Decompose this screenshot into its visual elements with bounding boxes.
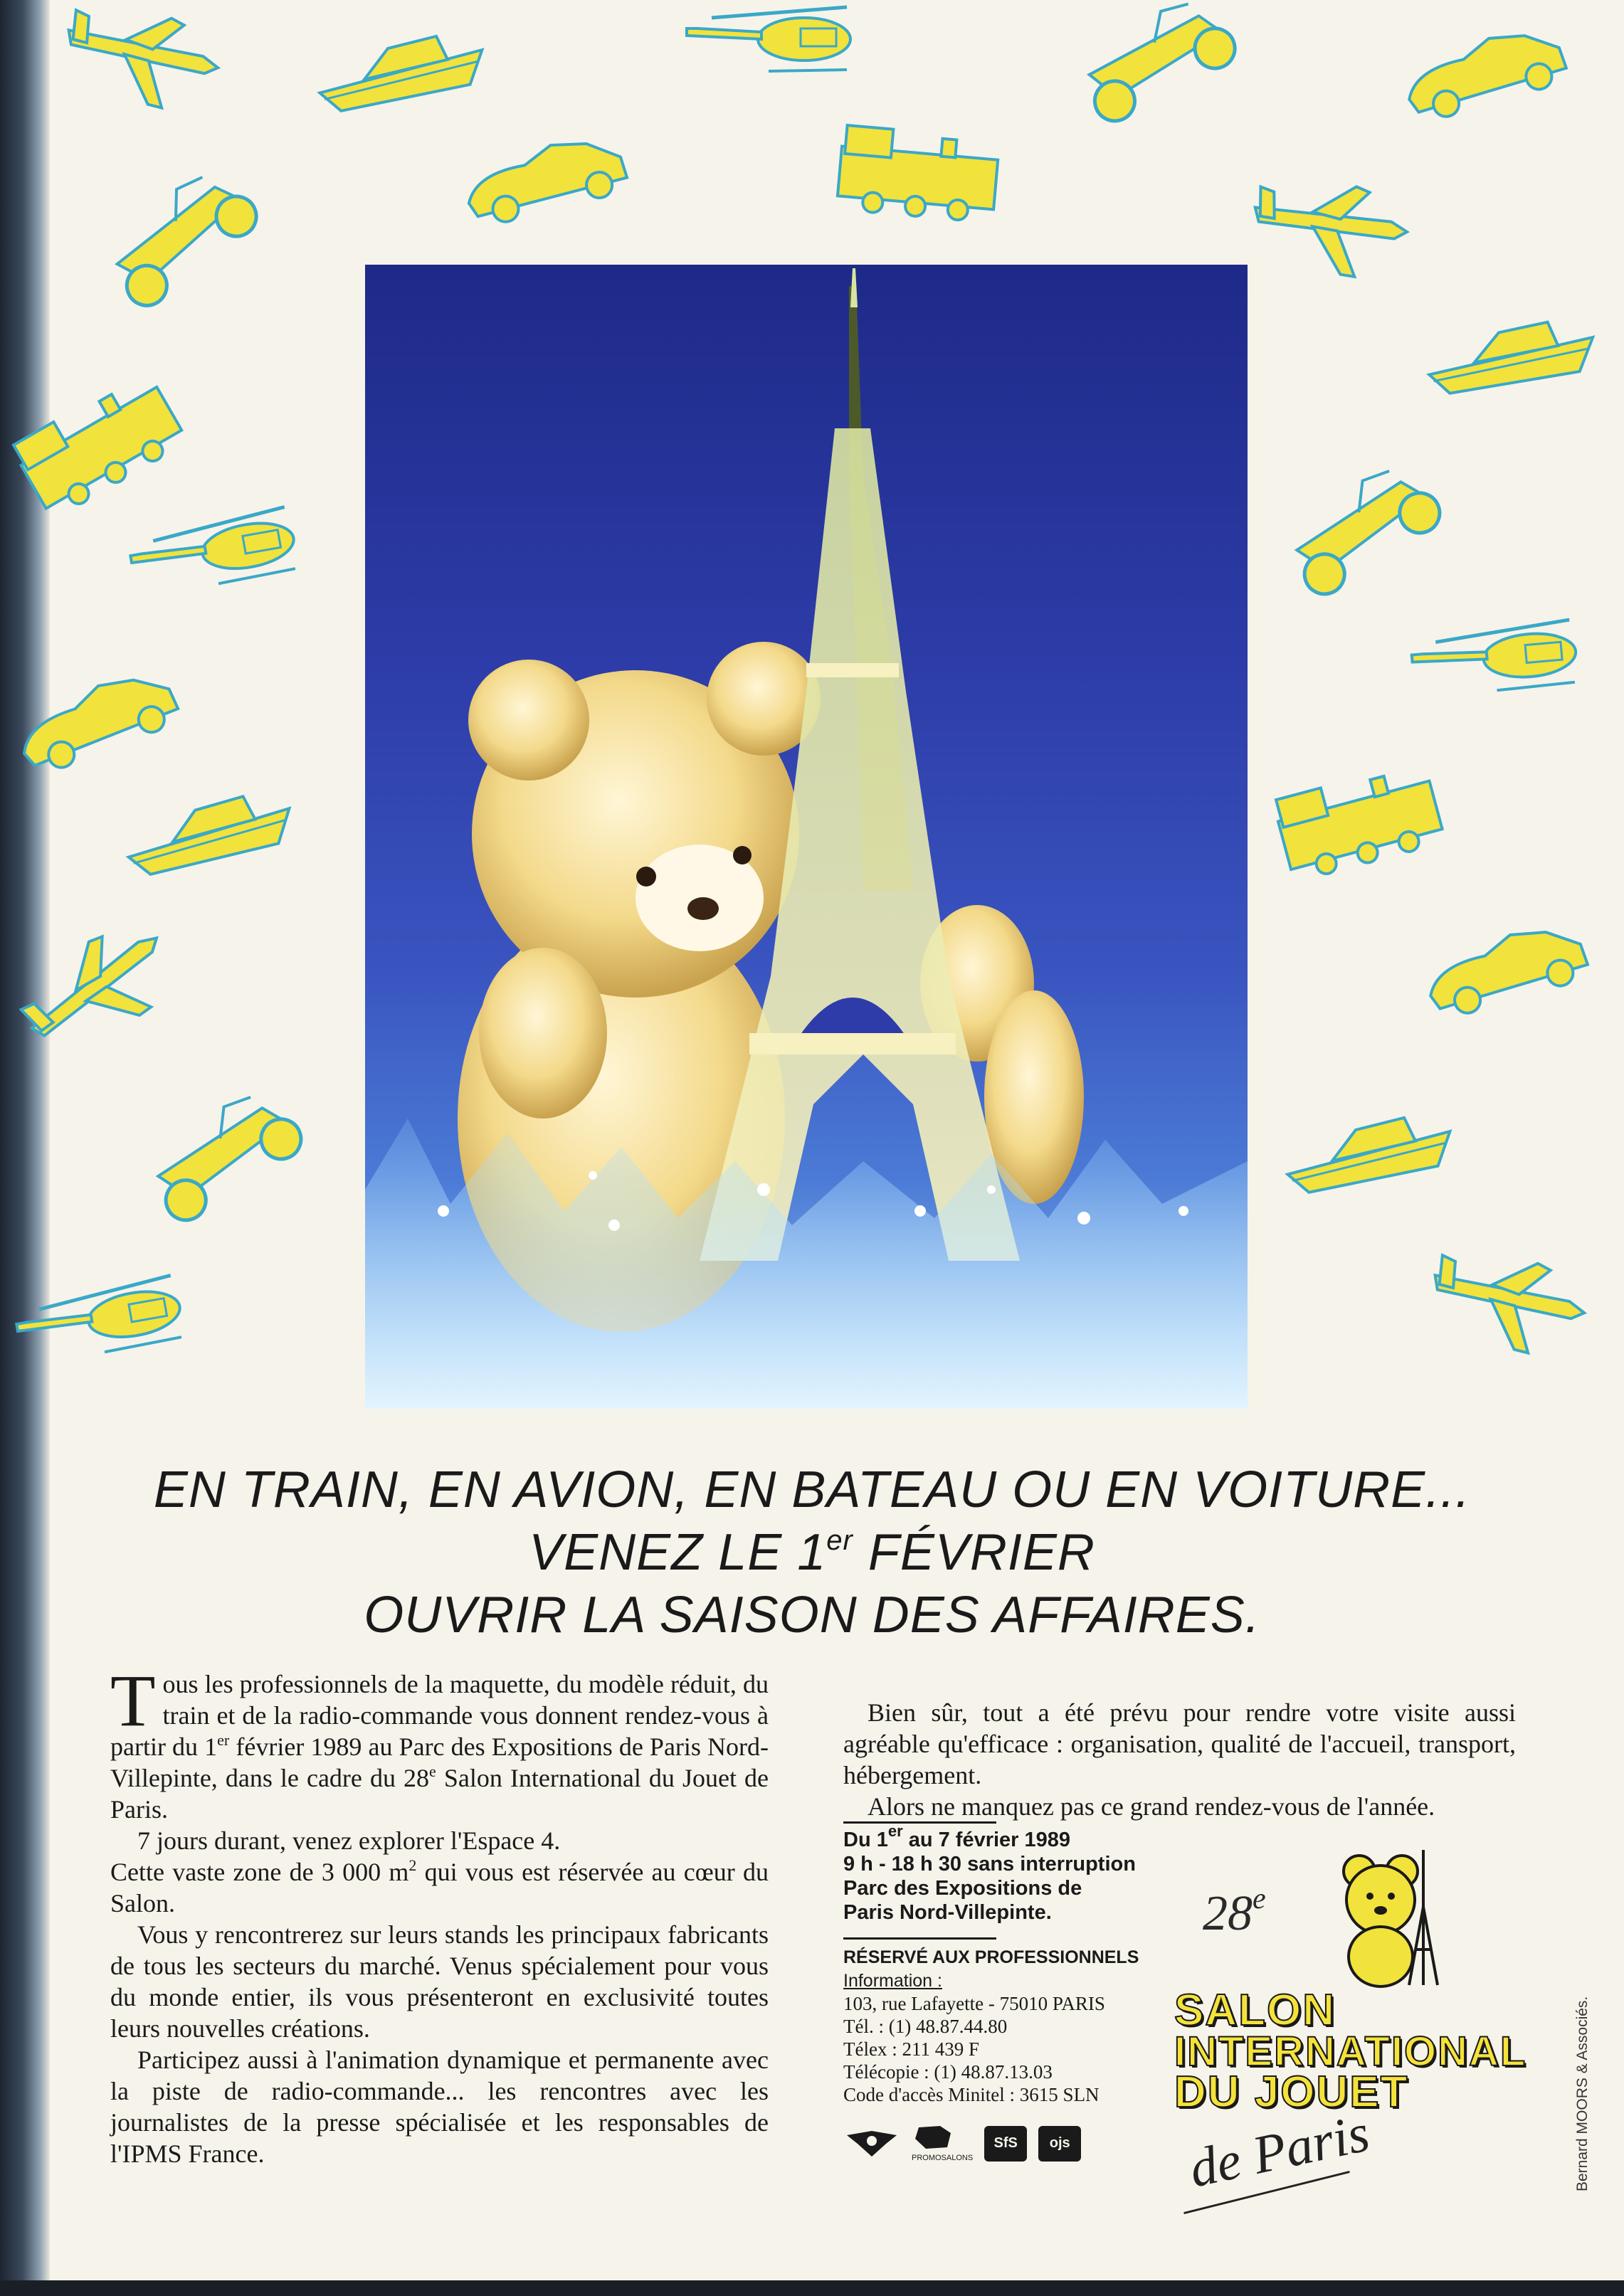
headline-line-1: EN TRAIN, EN AVION, EN BATEAU OU EN VOITURE... <box>153 1461 1471 1518</box>
locomotive-icon <box>1265 755 1453 889</box>
headline <box>85 1459 1539 1646</box>
paragraph-animation: Participez aussi à l'animation dynamique et permanente avec la piste de radio-commande... les rencontres avec les journalistes de la presse spécialisée et les responsables de l'IPMS France. <box>110 2046 769 2168</box>
france-map-icon <box>912 2125 954 2150</box>
body-column-right <box>843 1697 1516 1822</box>
magazine-spine <box>0 0 50 2296</box>
sfs-logo: SfS <box>984 2126 1027 2162</box>
contact-info <box>843 1992 1185 2106</box>
event-details <box>843 1821 1185 2162</box>
salon-title-international: INTERNATIONAL <box>1174 2028 1527 2075</box>
sports-car-icon <box>1417 911 1600 1025</box>
paragraph-intro: Tous les professionnels de la maquette, du modèle réduit, du train et de la radio-commande vous donnent rendez-vous à partir du 1er février 1989 au Parc des Expositions de Paris Nord-Villepinte, dans le cadre du 28e Salon International du Jouet de Paris. <box>110 1660 769 1824</box>
headline-line-3: OUVRIR LA SAISON DES AFFAIRES. <box>364 1587 1260 1644</box>
paragraph-zone: Cette vaste zone de 3 000 $m^2$ qui vous est réservée au cœur du Salon. <box>110 1856 769 1917</box>
airplane-icon <box>1411 1226 1605 1378</box>
buggy-icon <box>1058 0 1255 135</box>
boat-icon <box>1275 1095 1464 1203</box>
edition-number: 28e <box>1203 1883 1266 1941</box>
headline-line-2: VENEZ LE 1er FÉVRIER <box>529 1524 1095 1581</box>
promosalons-logo: PROMOSALONS <box>912 2125 973 2162</box>
ojs-logo: ojs <box>1038 2126 1081 2162</box>
divider <box>843 1937 996 1940</box>
minitel-code: Code d'accès Minitel : 3615 SLN <box>843 2084 1100 2105</box>
teddy-bear-eiffel-tower-photo <box>365 265 1248 1409</box>
sponsor-logos <box>843 2125 1185 2162</box>
paragraph-seven-days: 7 jours durant, venez explorer l'Espace 4. <box>137 1826 561 1855</box>
body-column-left <box>110 1660 769 2169</box>
telephone: Tél. : (1) 48.87.44.80 <box>843 2016 1008 2037</box>
sports-car-icon <box>1396 14 1578 128</box>
fountains <box>365 1118 1248 1409</box>
sports-car-icon <box>458 124 638 232</box>
helicopter-icon <box>1406 618 1590 704</box>
drop-cap: T <box>110 1660 156 1742</box>
buggy-icon <box>1262 456 1464 610</box>
salon-logo <box>1167 1843 1527 2213</box>
helicopter-icon <box>123 504 311 605</box>
de-paris-script: de Paris <box>1183 2102 1375 2199</box>
boat-icon <box>307 14 496 122</box>
airplane-icon <box>1235 157 1426 297</box>
divider <box>843 1821 996 1824</box>
bear-mascot-icon <box>1317 1843 1459 1992</box>
address: 103, rue Lafayette - 75010 PARIS <box>843 1993 1105 2014</box>
reserved-notice: RÉSERVÉ AUX PROFESSIONNELS <box>843 1947 1139 1967</box>
salon-title-jouet: DU JOUET <box>1174 2068 1409 2117</box>
buggy-icon <box>124 1082 325 1237</box>
event-dates: Du 1er au 7 février 1989 9 h - 18 h 30 sans interruption Parc des Expositions de Paris Nord-Villepinte. <box>843 1822 1136 1924</box>
locomotive-icon <box>829 121 1007 228</box>
salon-title: SALON <box>1174 1986 1336 2035</box>
emblem-logo-icon <box>843 2128 900 2159</box>
fax: Télécopie : (1) 48.87.13.03 <box>843 2061 1053 2083</box>
boat-icon <box>115 772 305 886</box>
information-label: Information : <box>843 1971 942 1991</box>
boat-icon <box>1419 301 1606 403</box>
helicopter-icon <box>683 7 861 78</box>
paragraph-invitation: Alors ne manquez pas ce grand rendez-vous de l'année. <box>868 1792 1435 1821</box>
buggy-icon <box>80 159 283 325</box>
airplane-icon <box>45 0 239 133</box>
telex: Télex : 211 439 F <box>843 2038 979 2060</box>
page-bottom-edge <box>0 2280 1624 2296</box>
paragraph-visit: Bien sûr, tout a été prévu pour rendre votre visite aussi agréable qu'efficace : organisation, qualité de l'accueil, transport, hébergement. <box>843 1698 1516 1789</box>
paragraph-exhibitors: Vous y rencontrerez sur leurs stands les principaux fabricants de tous les secteurs du marché. Venus spécialement pour vous du monde entier, ils vous présenteront en exclusivité toutes leurs nouvelles créations. <box>110 1920 769 2043</box>
agency-credit: Bernard MOORS & Associés. <box>1574 1996 1591 2191</box>
